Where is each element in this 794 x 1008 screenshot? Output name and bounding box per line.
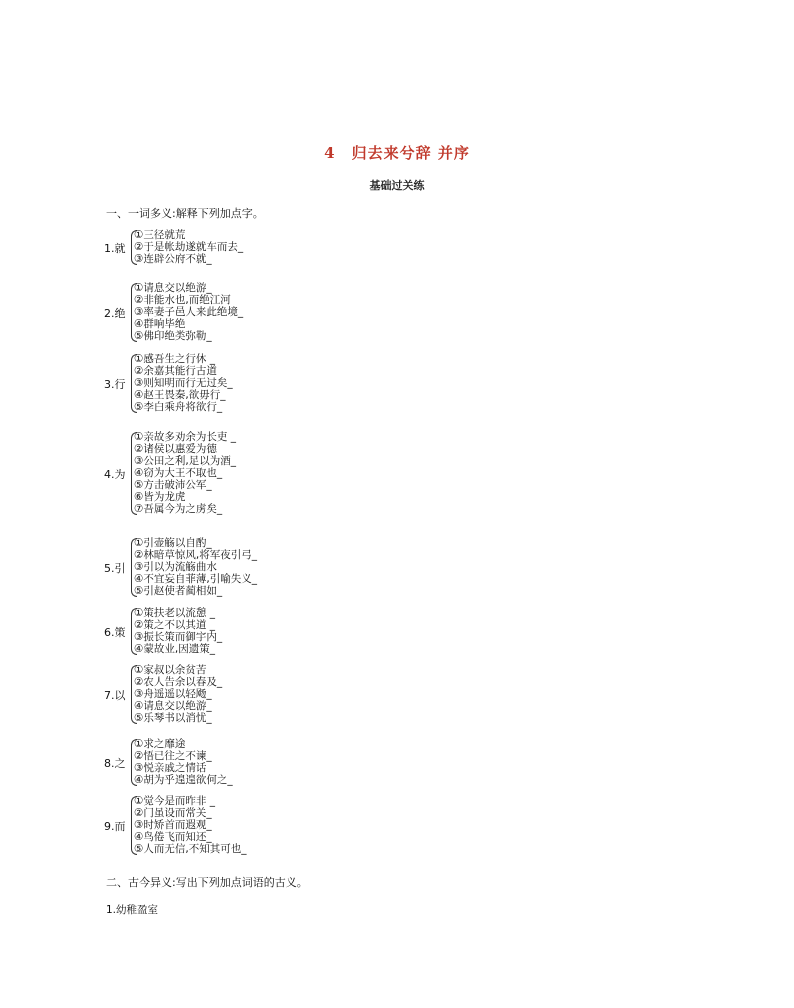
- example-sentence: ⑤乐琴书以消忧_: [134, 712, 212, 724]
- example-sentence: ③连辟公府不就_: [134, 253, 212, 265]
- example-sentence: ⑤方击破沛公军_: [134, 479, 212, 491]
- example-sentence: ②林暗草惊风,将军夜引弓_: [134, 549, 258, 561]
- example-sentence: ①请息交以绝游_: [134, 282, 212, 294]
- example-sentence: ④不宜妄自菲薄,引喻失义_: [134, 573, 258, 585]
- example-sentence: ②于是帐劫遂就车而去_: [134, 241, 244, 253]
- example-sentence: ④鸟倦飞而知还_: [134, 831, 212, 843]
- example-sentence: ②余嘉其能行古道: [134, 365, 217, 377]
- sentence-list: [134, 229, 243, 265]
- example-sentence: ④窃为大王不取也_: [134, 467, 223, 479]
- section-heading-1: 一、一词多义:解释下列加点字。: [106, 207, 264, 220]
- example-sentence: ①引壶觞以自酌_: [134, 537, 212, 549]
- word-label: 1.就: [104, 242, 126, 255]
- sentence-list: [134, 795, 247, 855]
- example-sentence: ④赵王畏秦,欲毋行_: [134, 389, 226, 401]
- question-item: 1.幼稚盈室: [106, 904, 159, 916]
- example-sentence: ②策之不以其道 _: [134, 619, 216, 631]
- example-sentence: ②农人告余以春及_: [134, 676, 223, 688]
- section-heading-2: 二、古今异义:写出下列加点词语的古义。: [106, 876, 308, 889]
- word-label: 6.策: [104, 626, 126, 639]
- example-sentence: ①家叔以余贫苦: [134, 664, 207, 676]
- example-sentence: ④胡为乎遑遑欲何之_: [134, 774, 233, 786]
- word-label: 8.之: [104, 757, 126, 770]
- lesson-title: 4 归去来兮辞 并序: [324, 144, 470, 162]
- example-sentence: ③舟遥遥以轻飏_: [134, 688, 212, 700]
- example-sentence: ③悦亲戚之情话: [134, 762, 207, 774]
- example-sentence: ③率妻子邑人来此绝境_: [134, 306, 244, 318]
- example-sentence: ③引以为流觞曲水: [134, 561, 217, 573]
- sentence-list: [134, 353, 233, 413]
- example-sentence: ④蒙故业,因遗策_: [134, 643, 216, 655]
- example-sentence: ④请息交以绝游_: [134, 700, 212, 712]
- example-sentence: ③公田之利,足以为酒_: [134, 455, 237, 467]
- example-sentence: ①求之靡途: [134, 738, 186, 750]
- section-subtitle: 基础过关练: [369, 179, 425, 192]
- example-sentence: ④群响毕绝: [134, 318, 186, 330]
- example-sentence: ①感吾生之行休 _: [134, 353, 216, 365]
- word-label: 7.以: [104, 689, 126, 702]
- example-sentence: ②非能水也,而绝江河: [134, 294, 231, 306]
- example-sentence: ②诸侯以惠爱为德: [134, 443, 217, 455]
- example-sentence: ⑤人而无信,不知其可也_: [134, 843, 247, 855]
- word-label: 2.绝: [104, 307, 126, 320]
- example-sentence: ②悟已往之不谏_: [134, 750, 212, 762]
- sentence-list: [134, 282, 243, 342]
- example-sentence: ①策扶老以流憩 _: [134, 607, 216, 619]
- example-sentence: ①三径就荒: [134, 229, 186, 241]
- example-sentence: ⑤佛印绝类弥勒_: [134, 330, 212, 342]
- example-sentence: ①亲故多劝余为长吏 _: [134, 431, 237, 443]
- example-sentence: ③则知明而行无过矣_: [134, 377, 233, 389]
- word-label: 3.行: [104, 378, 126, 391]
- example-sentence: ⑥皆为龙虎: [134, 491, 186, 503]
- example-sentence: ③振长策而御宇内_: [134, 631, 223, 643]
- sentence-list: [134, 431, 236, 515]
- example-sentence: ⑦吾属今为之虏矣_: [134, 503, 223, 515]
- word-label: 4.为: [104, 468, 126, 481]
- example-sentence: ②门虽设而常关_: [134, 807, 212, 819]
- example-sentence: ⑤引赵使者蔺相如_: [134, 585, 223, 597]
- sentence-list: [134, 607, 222, 655]
- sentence-list: [134, 664, 222, 724]
- example-sentence: ③时矫首而遐观_: [134, 819, 212, 831]
- example-sentence: ⑤李白乘舟将欲行_: [134, 401, 223, 413]
- example-sentence: ①觉今是而昨非 _: [134, 795, 216, 807]
- sentence-list: [134, 738, 233, 786]
- word-label: 5.引: [104, 562, 126, 575]
- word-label: 9.而: [104, 820, 126, 833]
- sentence-list: [134, 537, 257, 597]
